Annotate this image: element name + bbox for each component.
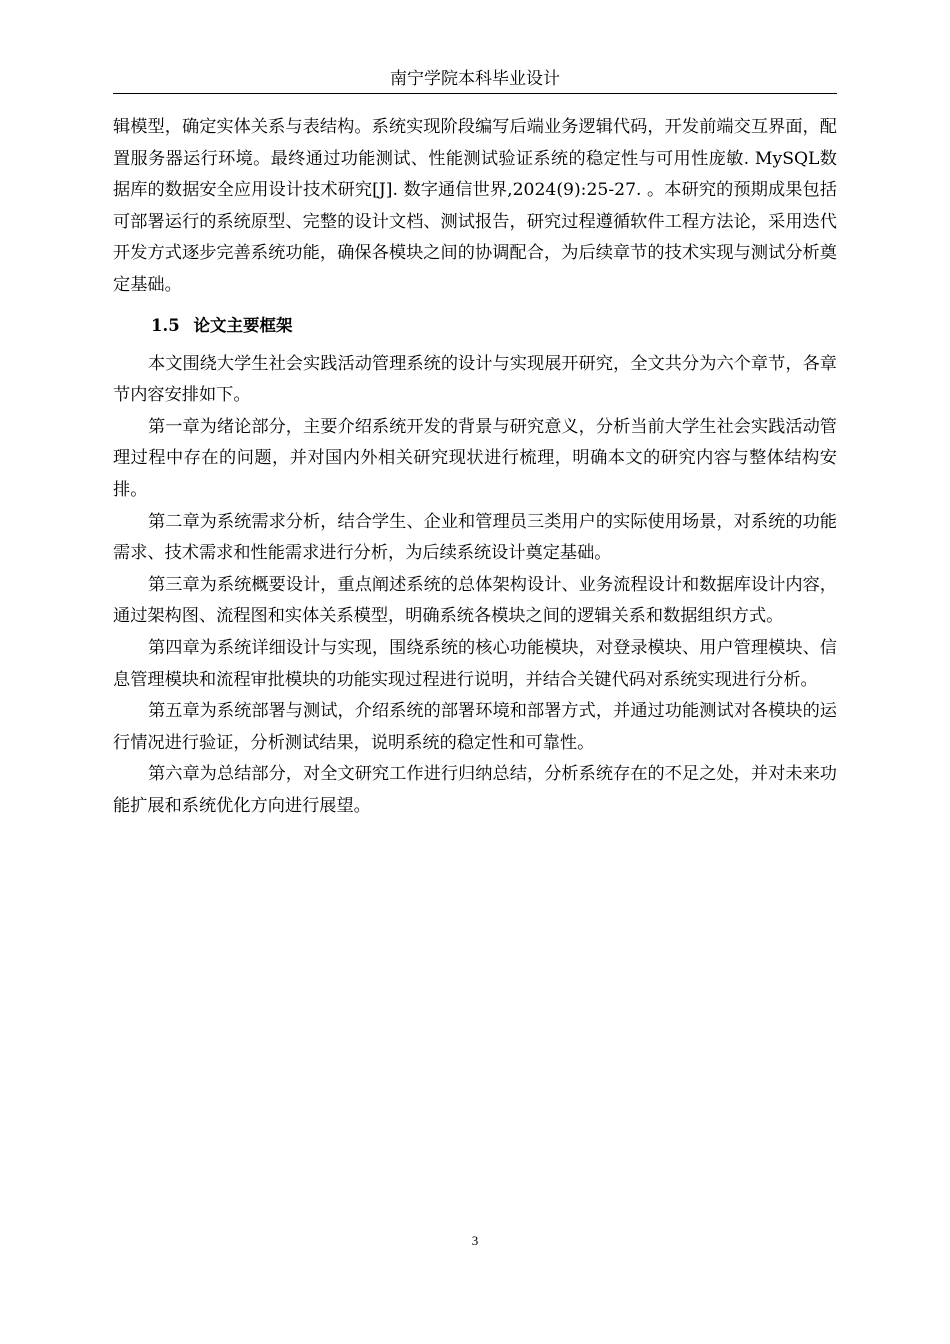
section-number: 1.5 [151, 315, 180, 335]
paragraph-intro: 本文围绕大学生社会实践活动管理系统的设计与实现展开研究，全文共分为六个章节，各章节内容安排如下。 [113, 353, 837, 406]
paragraph-chapter-5: 第五章为系统部署与测试，介绍系统的部署环境和部署方式，并通过功能测试对各模块的运行情况进行验证，分析测试结果，说明系统的稳定性和可靠性。 [113, 701, 837, 753]
paragraph-chapter-3: 第三章为系统概要设计，重点阐述系统的总体架构设计、业务流程设计和数据库设计内容，通过架构图、流程图和实体关系模型，明确系统各模块之间的逻辑关系和数据组织方式。 [113, 574, 837, 627]
section-heading [113, 311, 837, 341]
page-number: 3 [471, 1233, 479, 1248]
section-title: 论文主要框架 [193, 315, 293, 335]
header-divider [113, 93, 837, 94]
paragraph-chapter-6: 第六章为总结部分，对全文研究工作进行归纳总结，分析系统存在的不足之处，并对未来功能扩展和系统优化方向进行展望。 [113, 764, 837, 816]
paragraph-chapter-2: 第二章为系统需求分析，结合学生、企业和管理员三类用户的实际使用场景，对系统的功能需求、技术需求和性能需求进行分析，为后续系统设计奠定基础。 [113, 511, 837, 564]
body-content [113, 112, 837, 822]
paragraph-continued: 辑模型，确定实体关系与表结构。系统实现阶段编写后端业务逻辑代码，开发前端交互界面，配置服务器运行环境。最终通过功能测试、性能测试验证系统的稳定性与可用性庞敏. MySQL数据库的数据安全应用设计技术研究[J]. 数字通信世界,2024(9):25-27. 。本研究的预期成果包括可部署运行的系统原型、完整的设计文档、测试报告，研究过程遵循软件工程方法论，采用迭代开发方式逐步完善系统功能，确保各模块之间的协调配合，为后续章节的技术实现与测试分析奠定基础。 [113, 117, 837, 295]
paragraph-chapter-4: 第四章为系统详细设计与实现，围绕系统的核心功能模块，对登录模块、用户管理模块、信息管理模块和流程审批模块的功能实现过程进行说明，并结合关键代码对系统实现进行分析。 [113, 637, 837, 690]
running-header: 南宁学院本科毕业设计 [390, 69, 560, 89]
paragraph-chapter-1: 第一章为绪论部分，主要介绍系统开发的背景与研究意义，分析当前大学生社会实践活动管理过程中存在的问题，并对国内外相关研究现状进行梳理，明确本文的研究内容与整体结构安排。 [113, 416, 837, 500]
